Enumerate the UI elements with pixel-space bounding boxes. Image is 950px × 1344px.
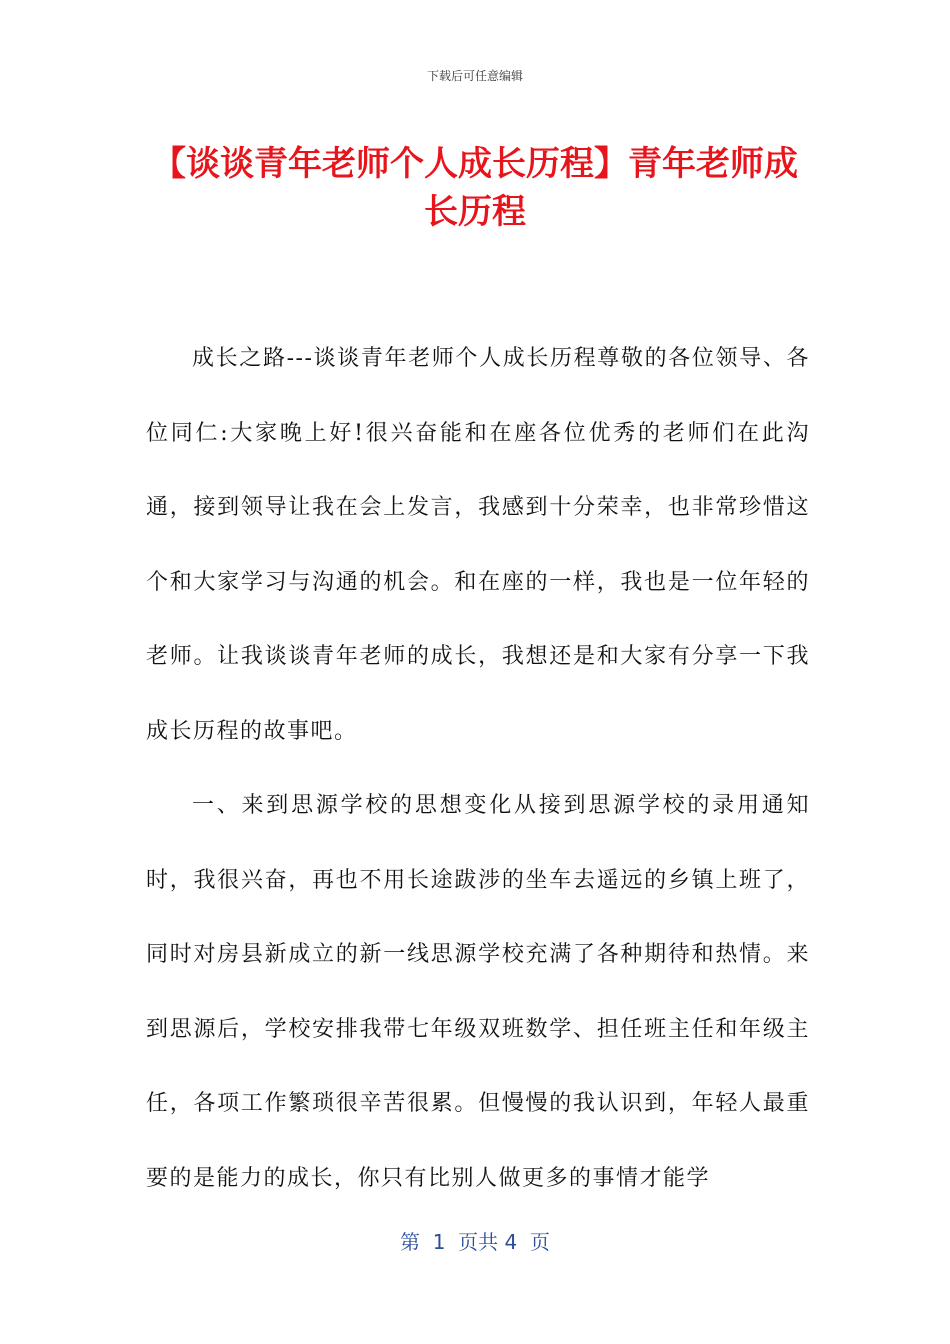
header-note: 下载后可任意编辑 bbox=[426, 69, 523, 83]
document-body bbox=[146, 322, 810, 1216]
paragraph-2: 一、来到思源学校的思想变化从接到思源学校的录用通知时，我很兴奋，再也不用长途跋涉的坐车去遥远的乡镇上班了，同时对房县新成立的新一线思源学校充满了各种期待和热情。来到思源后，学校安排我带七年级双班数学、担任班主任和年级主任，各项工作繁琐很辛苦很累。但慢慢的我认识到，年轻人最重要的是能力的成长，你只有比别人做更多的事情才能学 bbox=[146, 793, 810, 1191]
page-number-footer: 第 1 页共 4 页 bbox=[400, 1230, 550, 1254]
paragraph-1: 成长之路---谈谈青年老师个人成长历程尊敬的各位领导、各位同仁:大家晚上好!很兴奋能和在座各位优秀的老师们在此沟通，接到领导让我在会上发言，我感到十分荣幸，也非常珍惜这个和大家学习与沟通的机会。和在座的一样，我也是一位年轻的老师。让我谈谈青年老师的成长，我想还是和大家有分享一下我成长历程的故事吧。 bbox=[146, 346, 810, 744]
document-title: 【谈谈青年老师个人成长历程】青年老师成长历程 bbox=[152, 144, 798, 232]
